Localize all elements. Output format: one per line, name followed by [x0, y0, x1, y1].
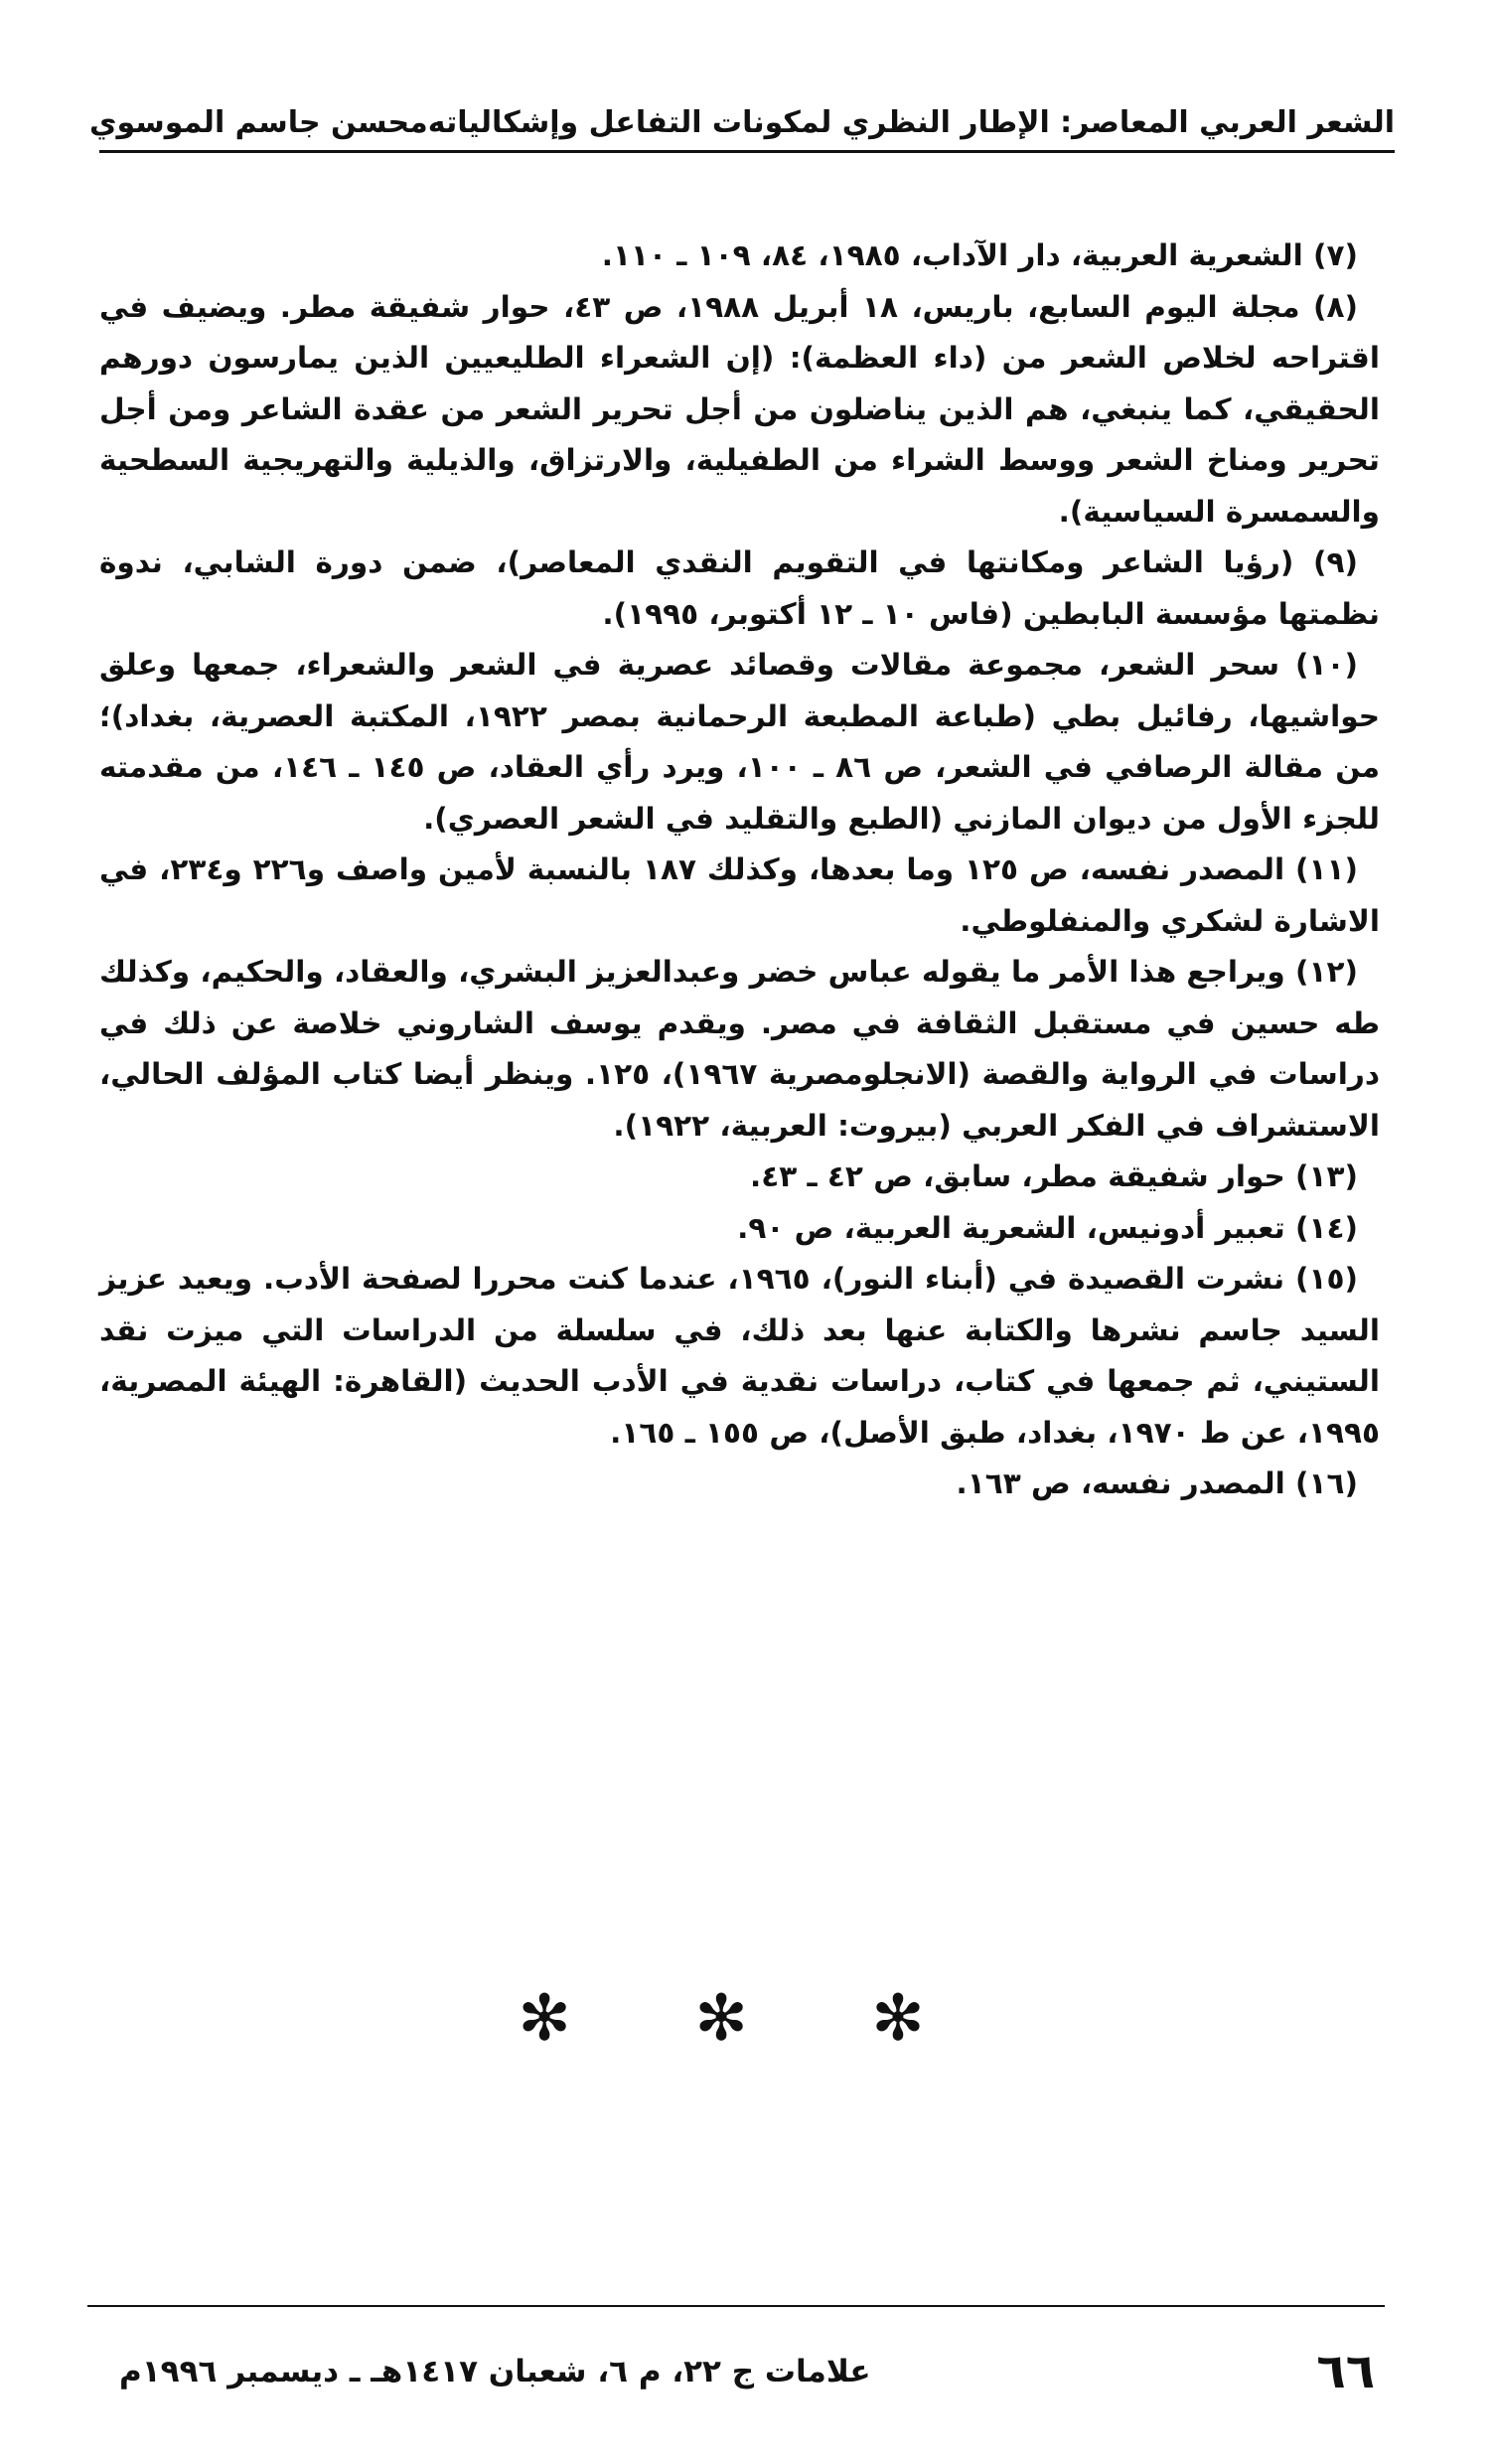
endnote-text: نشرت القصيدة في (أبناء النور)، ١٩٦٥، عندما كنت محررا لصفحة الأدب. ويعيد عزيز السيد جاسم نشرها والكتابة عنها بعد ذلك، في سلسلة من الدراسات التي ميزت نقد الستيني، ثم جمعها في كتاب، دراسات نقدية في الأدب الحديث (القاهرة: الهيئة المصرية، ١٩٩٥، عن ط ١٩٧٠، بغداد، طبق الأصل)، ص ١٥٥ ـ ١٦٥. — [99, 1262, 1380, 1450]
endnote-text: (رؤيا الشاعر ومكانتها في التقويم النقدي المعاصر)، ضمن دورة الشابي، ندوة نظمتها مؤسسة البابطين (فاس ١٠ ـ ١٢ أكتوبر، ١٩٩٥). — [99, 545, 1380, 631]
endnote-13 — [99, 1152, 1380, 1203]
section-separator: ✻ ✻ ✻ — [518, 1982, 976, 2056]
endnote-text: تعبير أدونيس، الشعرية العربية، ص ٩٠. — [737, 1210, 1285, 1245]
endnote-text: سحر الشعر، مجموعة مقالات وقصائد عصرية في الشعر والشعراء، جمعها وعلق حواشيها، رفائيل بطي (طباعة المطبعة الرحمانية بمصر ١٩٢٢، المكتبة العصرية، بغداد)؛ من مقالة الرصافي في الشعر، ص ٨٦ ـ ١٠٠، ويرد رأي العقاد، ص ١٤٥ ـ ١٤٦، من مقدمته للجزء الأول من ديوان المازني (الطبع والتقليد في الشعر العصري). — [99, 648, 1381, 836]
header-author: محسن جاسم الموسوي — [88, 105, 428, 140]
journal-citation: علامات ج ٢٢، م ٦، شعبان ١٤١٧هـ ـ ديسمبر ١٩٩٦م — [119, 2354, 871, 2389]
endnote-number: (١٤) — [1295, 1210, 1358, 1245]
endnote-number: (٨) — [1313, 289, 1358, 324]
endnote-number: (١٦) — [1295, 1466, 1358, 1500]
endnote-number: (١٢) — [1295, 955, 1358, 989]
endnote-15 — [99, 1254, 1380, 1459]
endnote-text: ويراجع هذا الأمر ما يقوله عباس خضر وعبدالعزيز البشري، والعقاد، والحكيم، وكذلك طه حسين في مستقبل الثقافة في مصر. ويقدم يوسف الشاروني خلاصة عن ذلك في دراسات في الرواية والقصة (الانجلومصرية ١٩٦٧)، ١٢٥. وينظر أيضا كتاب المؤلف الحالي، الاستشراف في الفكر العربي (بيروت: العربية، ١٩٢٢). — [99, 955, 1380, 1143]
endnote-text: الشعرية العربية، دار الآداب، ١٩٨٥، ٨٤، ١٠٩ ـ ١١٠. — [601, 238, 1303, 272]
page-footer — [119, 2337, 1375, 2406]
endnotes-list — [99, 231, 1380, 1510]
endnote-number: (٩) — [1313, 545, 1358, 579]
endnote-14 — [99, 1203, 1380, 1255]
endnote-number: (١٥) — [1295, 1262, 1359, 1296]
endnote-text: حوار شفيقة مطر، سابق، ص ٤٢ ـ ٤٣. — [750, 1159, 1285, 1193]
endnote-text: المصدر نفسه، ص ١٦٣. — [956, 1466, 1285, 1500]
endnote-7 — [99, 231, 1380, 282]
endnote-number: (١٠) — [1295, 648, 1358, 682]
endnote-text: مجلة اليوم السابع، باريس، ١٨ أبريل ١٩٨٨، ص ٤٣، حوار شفيقة مطر. ويضيف في اقتراحه لخلاص الشعر من (داء العظمة): (إن الشعراء الطليعيين الذين يمارسون دورهم الحقيقي، كما ينبغي، هم الذين يناضلون من أجل تحرير الشعر من عقدة الشاعر ومن أجل تحرير ومناخ الشعر ووسط الشراء من الطفيلية، والارتزاق، والذيلية والتهريجية السطحية والسمسرة السياسية). — [99, 289, 1380, 529]
endnote-12 — [99, 947, 1380, 1152]
endnote-8 — [99, 282, 1380, 539]
endnote-9 — [99, 538, 1380, 640]
page-number: ٦٦ — [1316, 2344, 1375, 2399]
endnote-10 — [99, 640, 1380, 845]
running-header — [88, 95, 1395, 153]
endnote-text: المصدر نفسه، ص ١٢٥ وما بعدها، وكذلك ١٨٧ بالنسبة لأمين واصف و٢٢٦ و٢٣٤، في الاشارة لشكري والمنفلوطي. — [99, 852, 1380, 938]
endnote-number: (١٣) — [1295, 1159, 1358, 1193]
endnote-number: (٧) — [1313, 238, 1358, 272]
header-title: الشعر العربي المعاصر: الإطار النظري لمكونات التفاعل وإشكالياته — [427, 105, 1395, 140]
endnote-16 — [99, 1459, 1380, 1510]
endnote-11 — [99, 845, 1380, 947]
endnote-number: (١١) — [1295, 852, 1359, 886]
footer-divider — [87, 2305, 1385, 2307]
